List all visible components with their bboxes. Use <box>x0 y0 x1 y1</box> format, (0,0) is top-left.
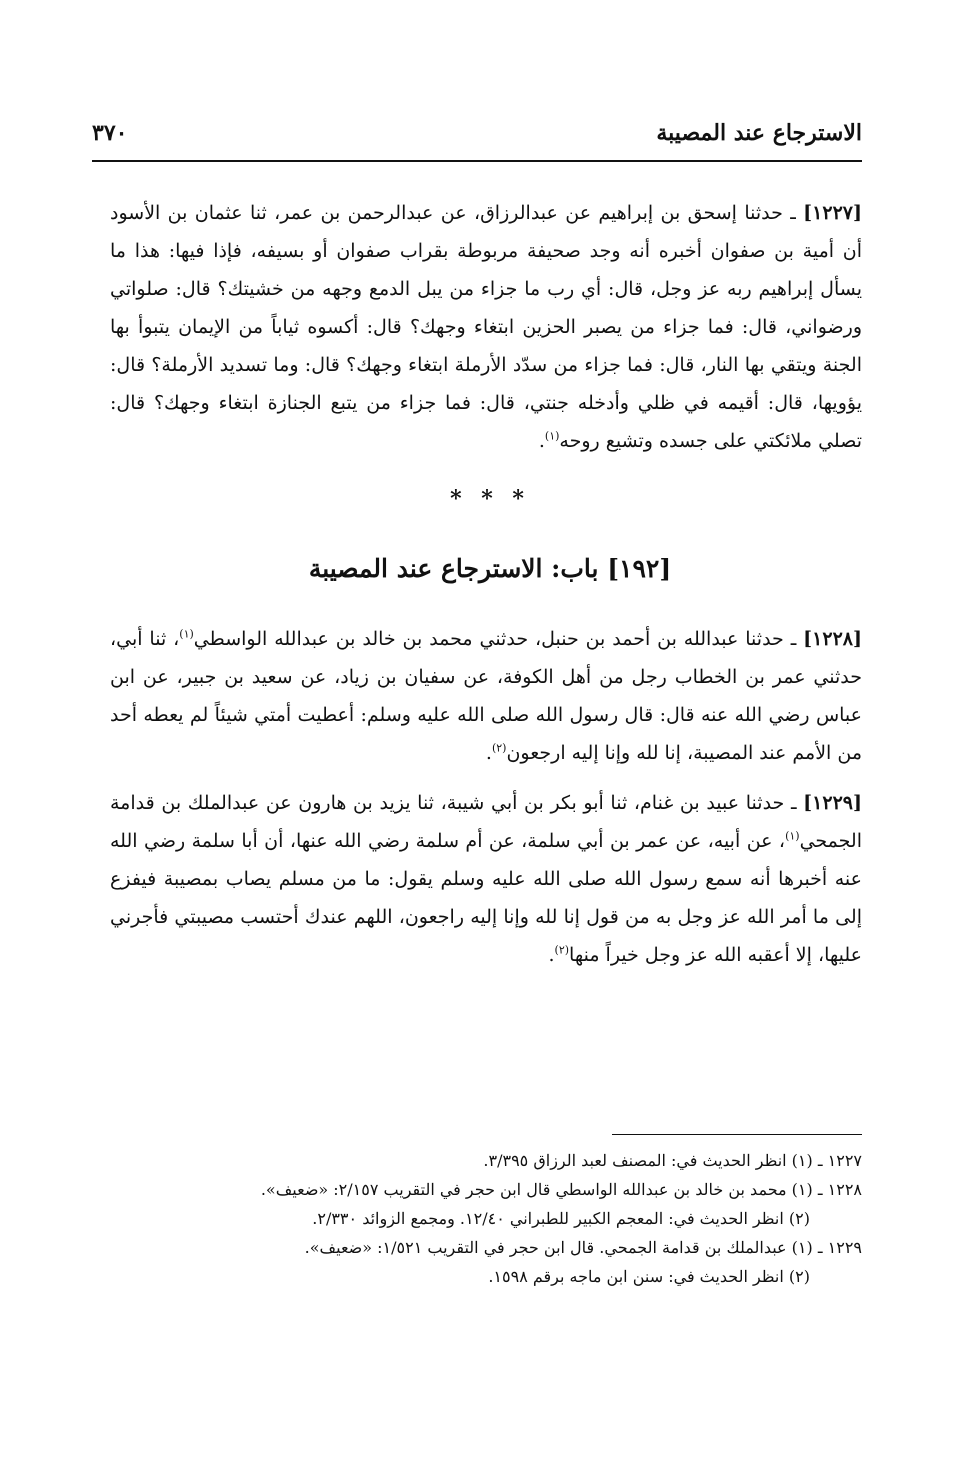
footnote-1229-1: ١٢٢٩ ـ (١) عبدالملك بن قدامة الجمحي. قال ابن حجر في التقريب ١/٥٢١: «ضعيف». <box>304 1238 862 1257</box>
page-number: ٣٧٠ <box>92 120 128 146</box>
hadith-1228-text-a: ـ حدثنا عبدالله بن أحمد بن حنبل، حدثني محمد بن خالد بن عبدالله الواسطي <box>193 628 804 650</box>
hadith-1227-number: [١٢٢٧] <box>803 202 862 224</box>
chapter-heading: [١٩٢] باب: الاسترجاع عند المصيبة <box>308 554 672 583</box>
hadith-1228-number: [١٢٢٨] <box>803 628 862 650</box>
hadith-1227-text: ـ حدثنا إسحق بن إبراهيم عن عبدالرزاق، عن عبدالرحمن بن عمر، ثنا عثمان بن الأسود أن أمية بن صفوان أخبره أنه وجد صحيفة مربوطة بقراب صفوان أو بسيفه، فإذا فيها: هذا ما يسأل إبراهيم ربه عز وجل، قال: أي رب ما جزاء من يبل الدمع وجهه من خشيتك؟ قال: صلواتي ورضواني، قال: فما جزاء من يصبر الحزين ابتغاء وجهك؟ قال: أكسوه ثياباً من الإيمان يتبوأ بها الجنة ويتقي بها النار، قال: فما جزاء من سدّد الأرملة ابتغاء وجهك؟ قال: وما تسديد الأرملة؟ قال: يؤويها، قال: أقيمه في ظلي وأدخله جنتي، قال: فما جزاء من يتبع الجنازة ابتغاء وجهك؟ قال: تصلي ملائكتي على جسده وتشيع روحه <box>110 202 862 452</box>
header-divider <box>92 160 862 162</box>
hadith-1229-paragraph <box>110 784 862 974</box>
hadith-1229-footnote-ref-1[interactable]: (١) <box>785 829 800 843</box>
hadith-1227-footnote-ref[interactable]: (١) <box>544 429 560 443</box>
hadith-1228-end: . <box>485 742 492 764</box>
footnote-1228-2: (٢) انظر الحديث في: المعجم الكبير للطبراني ١٢/٤٠. ومجمع الزوائد ٢/٣٣٠. <box>312 1209 810 1228</box>
hadith-1228-footnote-ref-1[interactable]: (١) <box>179 627 194 641</box>
running-header <box>92 118 862 158</box>
footnote-divider <box>612 1134 862 1135</box>
hadith-1229-text-a: ـ حدثنا عبيد بن غنام، ثنا أبو بكر بن أبي شيبة، ثنا يزيد بن هارون عن عبدالملك بن قدامة الجمحي <box>110 792 862 852</box>
footnote-1227-1: ١٢٢٧ ـ (١) انظر الحديث في: المصنف لعبد الرزاق ٣/٣٩٥. <box>483 1151 862 1170</box>
hadith-1228-footnote-ref-2[interactable]: (٢) <box>491 741 507 755</box>
hadith-1229-footnote-ref-2[interactable]: (٢) <box>554 943 570 957</box>
hadith-1227-paragraph <box>110 194 862 460</box>
hadith-1228-text-b: ، ثنا أبي، حدثني عمر بن الخطاب رجل من أهل الكوفة، عن سفيان بن زياد، عن سعيد بن جبير، عن ابن عباس رضي الله عنه قال: قال رسول الله صلى الله عليه وسلم: أعطيت أمتي شيئاً لم يعطه أحد من الأمم عند المصيبة، إنا لله وإنا إليه ارجعون <box>110 628 862 764</box>
hadith-1228-paragraph <box>110 620 862 772</box>
running-header-title: الاسترجاع عند المصيبة <box>656 120 862 146</box>
footnote-1229-2: (٢) انظر الحديث في: سنن ابن ماجه برقم ١٥٩٨. <box>488 1267 810 1286</box>
hadith-1229-text-b: ، عن أبيه، عن عمر بن أبي سلمة، عن أم سلمة رضي الله عنها، أن أبا سلمة رضي الله عنه أخبرها أنه سمع رسول الله صلى الله عليه وسلم يقول: ما من مسلم يصاب بمصيبة فيفزع إلى ما أمر الله عز وجل به من قول إنا لله وإنا إليه راجعون، اللهم عندك أحتسب مصيبتي فأجرني عليها، إلا أعقبه الله عز وجل خيراً منها <box>110 830 862 966</box>
footnote-1228-1: ١٢٢٨ ـ (١) محمد بن خالد بن عبدالله الواسطي قال ابن حجر في التقريب ٢/١٥٧: «ضعيف». <box>260 1180 862 1199</box>
section-separator: * * * <box>450 486 530 512</box>
footnotes <box>110 1146 862 1291</box>
hadith-1227-end: . <box>538 430 545 452</box>
hadith-1229-number: [١٢٢٩] <box>803 792 862 814</box>
hadith-1229-end: . <box>548 944 555 966</box>
